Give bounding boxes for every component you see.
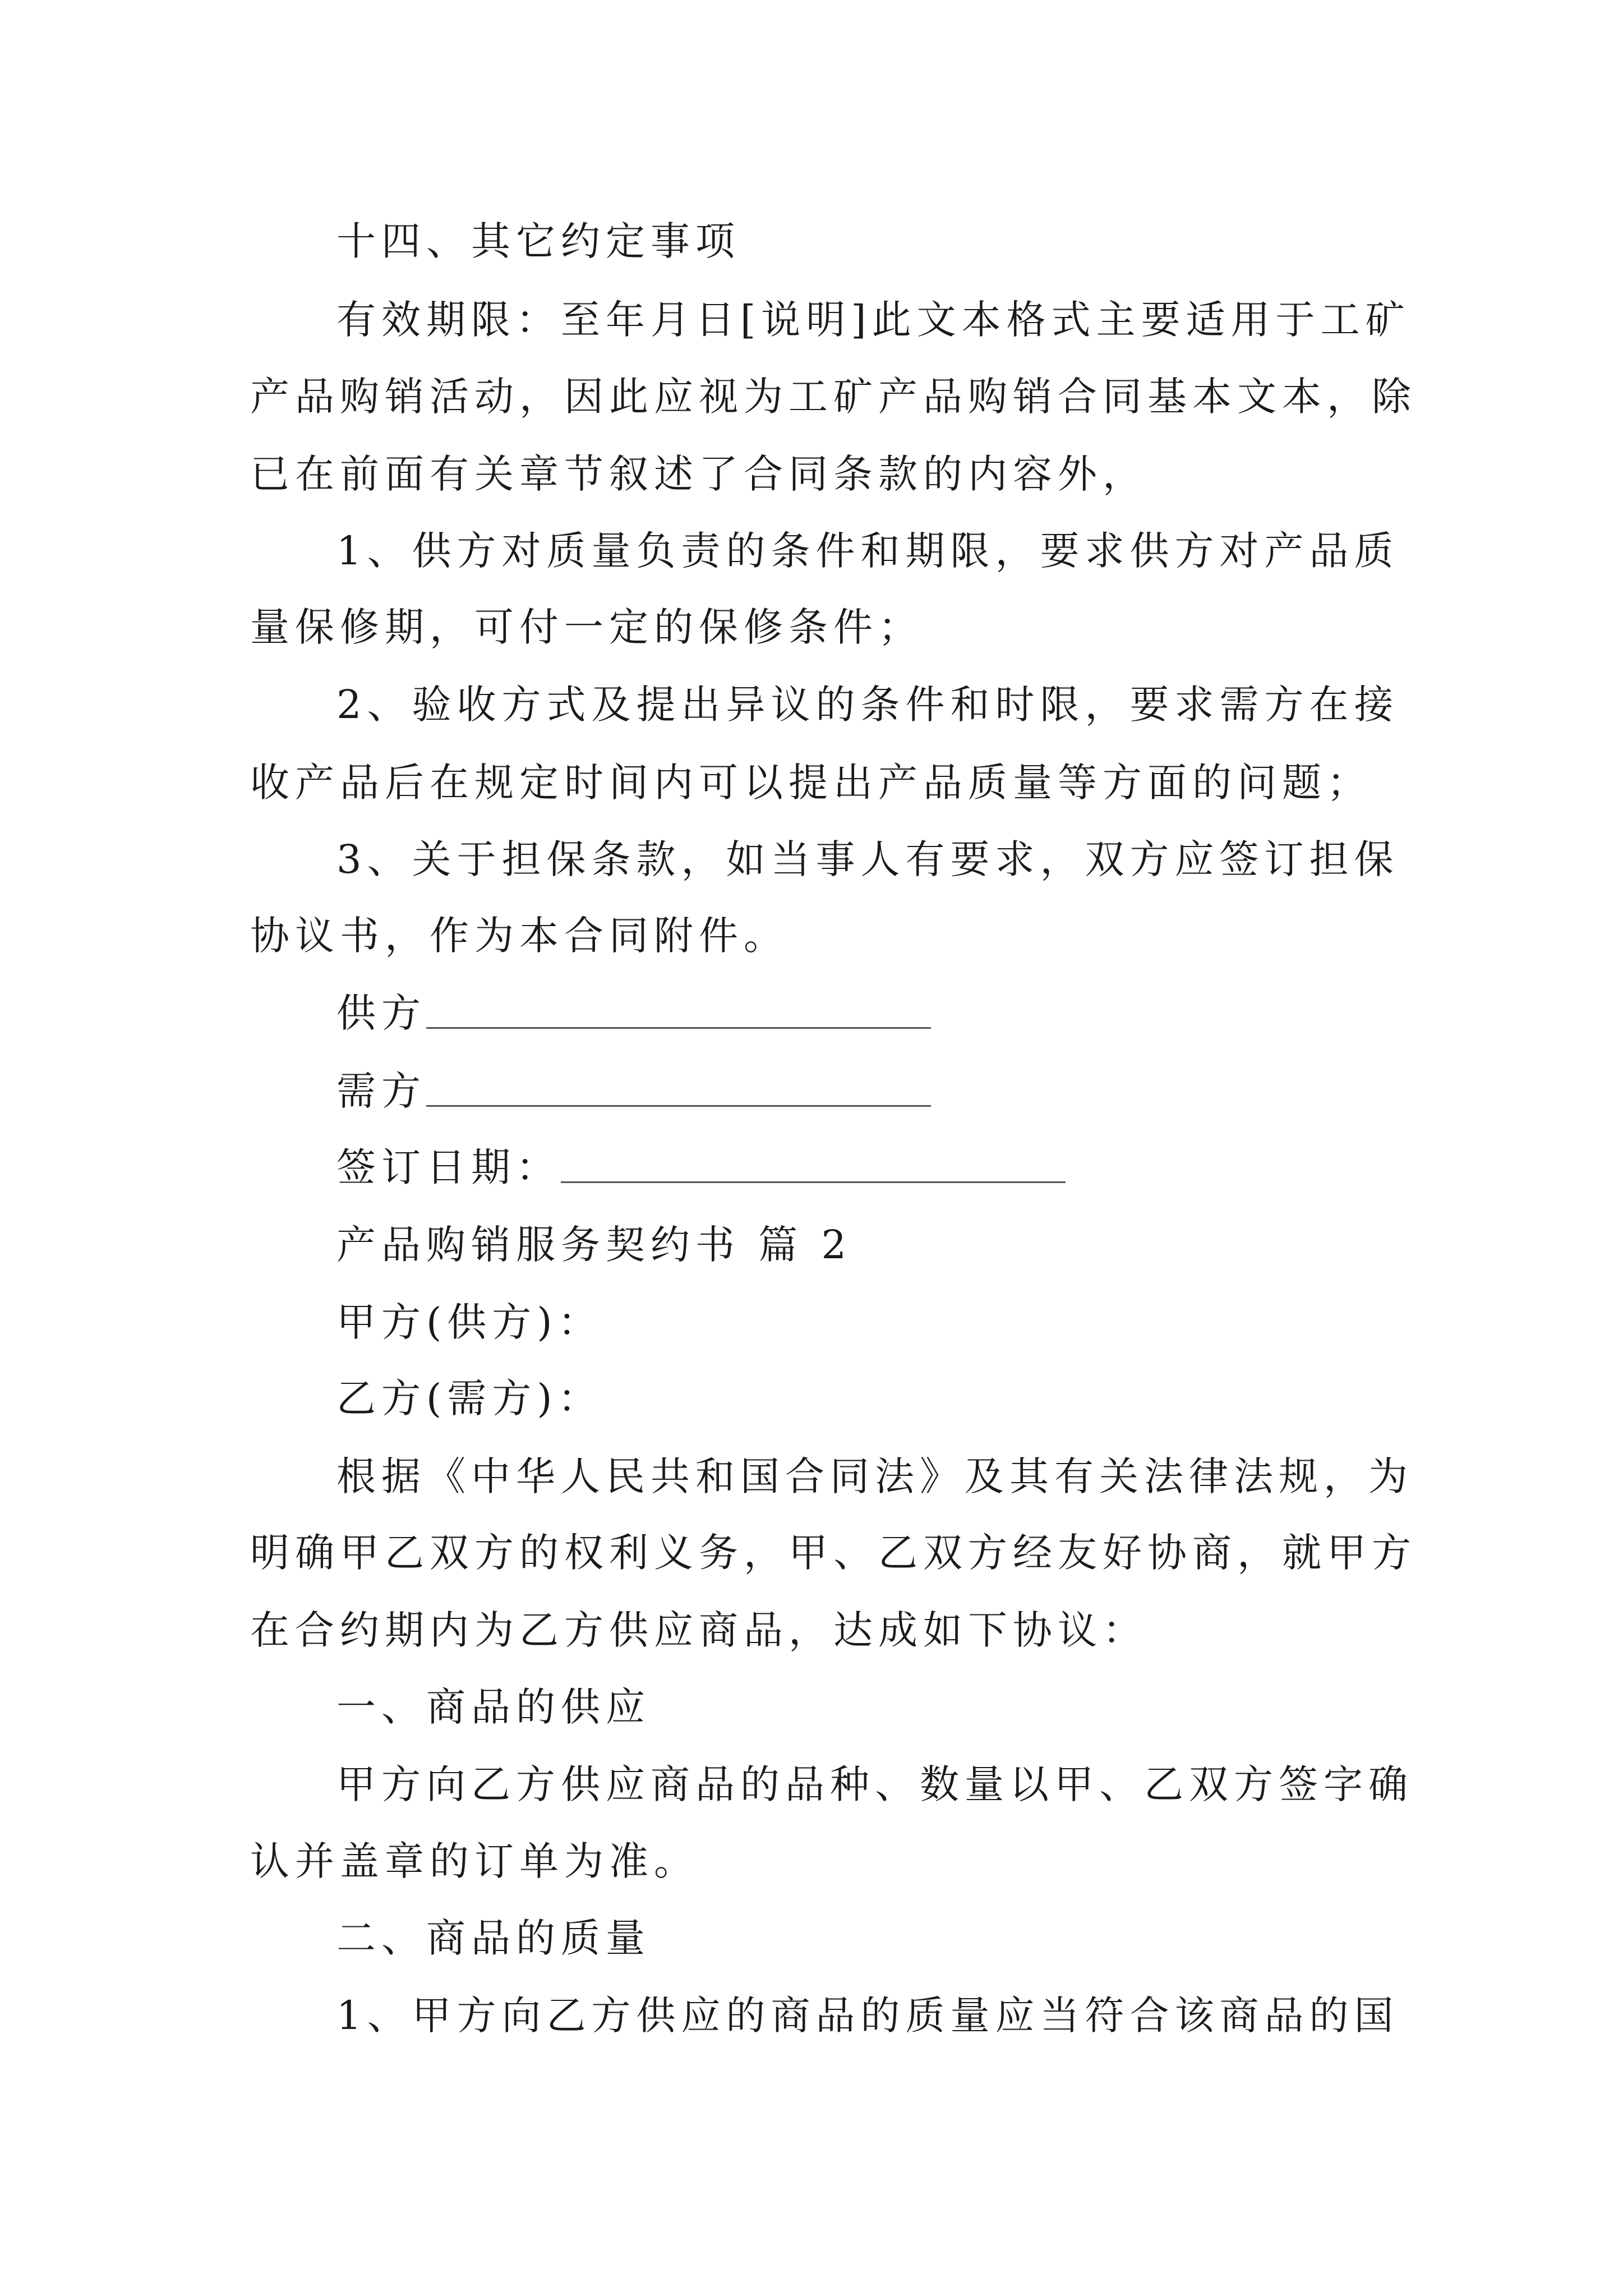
- supplier-signature-line: [336, 988, 931, 1038]
- supplier-blank: [426, 988, 931, 1029]
- section-14-heading: 十四、其它约定事项: [336, 218, 740, 264]
- basis-paragraph-line-3: 在合约期内为乙方供应商品，达成如下协议：: [250, 1607, 1147, 1653]
- party-a-line: 甲方(供方)：: [336, 1299, 603, 1345]
- section-2-heading: 二、商品的质量: [336, 1915, 651, 1961]
- section-1-line-2: 认并盖章的订单为准。: [250, 1838, 699, 1884]
- item-3-line-1: 3、关于担保条款，如当事人有要求，双方应签订担保: [336, 836, 1399, 882]
- item-2-line-1: 2、验收方式及提出异议的条件和时限，要求需方在接: [336, 682, 1399, 728]
- sign-date-line: [336, 1142, 1066, 1193]
- buyer-blank: [426, 1066, 931, 1107]
- item-3-line-2: 协议书，作为本合同附件。: [250, 913, 789, 959]
- contract-2-title: 产品购销服务契约书 篇 2: [336, 1222, 852, 1268]
- section-1-heading: 一、商品的供应: [336, 1684, 651, 1730]
- supplier-label: 供方: [336, 990, 426, 1036]
- item-2-line-2: 收产品后在规定时间内可以提出产品质量等方面的问题；: [250, 760, 1372, 806]
- basis-paragraph-line-2: 明确甲乙双方的权利义务，甲、乙双方经友好协商，就甲方: [250, 1530, 1417, 1576]
- party-b-line: 乙方(需方)：: [336, 1375, 603, 1421]
- validity-paragraph-line-3: 已在前面有关章节叙述了合同条款的内容外，: [250, 451, 1147, 497]
- buyer-label: 需方: [336, 1068, 426, 1114]
- basis-paragraph-line-1: 根据《中华人民共和国合同法》及其有关法律法规，为: [336, 1453, 1413, 1499]
- validity-paragraph-line-1: 有效期限：至年月日[说明]此文本格式主要适用于工矿: [336, 297, 1410, 343]
- item-1-line-1: 1、供方对质量负责的条件和期限，要求供方对产品质: [336, 528, 1399, 574]
- section-2-item-1-line-1: 1、甲方向乙方供应的商品的质量应当符合该商品的国: [336, 1993, 1399, 2039]
- section-1-line-1: 甲方向乙方供应商品的品种、数量以甲、乙双方签字确: [336, 1761, 1413, 1807]
- validity-paragraph-line-2: 产品购销活动，因此应视为工矿产品购销合同基本文本，除: [250, 374, 1417, 420]
- item-1-line-2: 量保修期，可付一定的保修条件；: [250, 604, 923, 650]
- sign-date-blank: [561, 1142, 1066, 1183]
- buyer-signature-line: [336, 1066, 931, 1116]
- sign-date-label: 签订日期：: [336, 1144, 561, 1190]
